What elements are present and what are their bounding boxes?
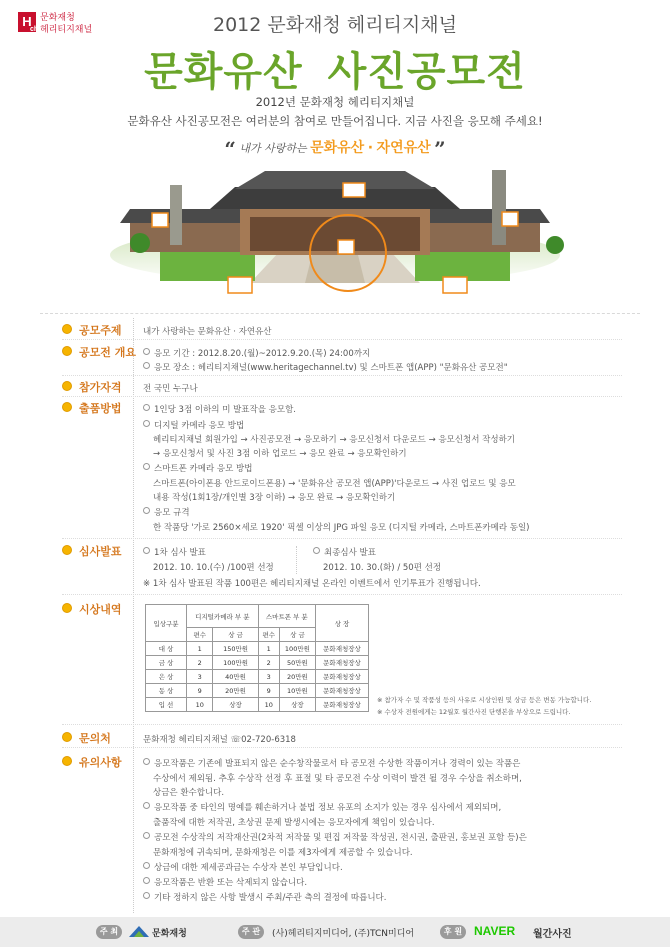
awards-note-1: ※ 참가자 수 및 작품성 등의 사유로 시상인원 및 상금 등은 변동 가능합니다.: [377, 696, 592, 704]
title-part-a: 문화유산: [144, 49, 303, 95]
overview-period: 응모 기간 : 2012.8.20.(월)~2012.9.20.(목) 24:00까지: [143, 347, 370, 359]
method-line: 헤리티지채널 회원가입 → 사진공모전 → 응모하기 → 응모신청서 다운로드 → 응모신청서 작성하기: [153, 435, 516, 445]
notes-line: 상금은 환수합니다.: [153, 788, 225, 798]
method-line: → 응모신청서 및 사진 3점 이하 업로드 → 응모 완료 → 응모확인하기: [153, 449, 407, 459]
logo-h-mark: H: [18, 12, 36, 32]
final-judging-detail: 2012. 10. 30.(화) / 50편 선정: [323, 563, 442, 573]
circle-bullet-icon: [143, 463, 150, 470]
bullet-icon: [62, 346, 72, 356]
notes-label: 유의사항: [62, 754, 122, 770]
table-row: 동 상 9 20만원 9 10만원 문화재청장상: [146, 684, 369, 698]
circle-bullet-icon: [143, 877, 150, 884]
row-separator: [62, 594, 622, 595]
notes-line: 기타 정하지 않은 사항 발생시 주최/주관 측의 결정에 따릅니다.: [143, 891, 386, 903]
row-separator: [62, 375, 622, 376]
method-line: 스마트폰(아이폰용 안드로이드폰용) → '문화유산 공모전 앱(APP)'다운로드 → 사진 업로드 및 응모: [153, 479, 516, 489]
row-separator: [62, 538, 622, 539]
sponsor-footer: [0, 917, 670, 947]
sponsor-tag: 후 원: [440, 925, 466, 939]
host-tag: 주 최: [96, 925, 122, 939]
notes-line: 수상에서 제외됨. 추후 수상작 선정 후 표절 및 타 공모전 수상 이력이 발견 될 경우 수상을 취소하며,: [153, 774, 522, 784]
slogan: [0, 137, 670, 161]
eligibility-text: 전 국민 누구나: [143, 384, 198, 394]
logo-line1: 문화재청: [40, 12, 75, 22]
palace-illustration: [100, 165, 570, 300]
organizer-tag: 주 관: [238, 925, 264, 939]
final-judging-title: 최종심사 발표: [313, 546, 376, 558]
row-separator: [62, 724, 622, 725]
row-separator: [62, 747, 622, 748]
notes-line: 응모작품은 반환 또는 삭제되지 않습니다.: [143, 876, 307, 888]
awards-label: 시상내역: [62, 601, 122, 617]
slogan-cultural: 문화유산: [310, 140, 365, 156]
method-line: 디지털 카메라 응모 방법: [143, 419, 244, 431]
theme-label: 공모주제: [62, 322, 122, 338]
head-count: 편수: [258, 628, 279, 642]
method-label: 출품방법: [62, 400, 122, 416]
circle-bullet-icon: [143, 348, 150, 355]
bullet-icon: [62, 545, 72, 555]
title-part-b: 사진공모전: [327, 49, 526, 95]
host-name: 문화재청: [152, 929, 187, 939]
intro-line-2: 문화유산 사진공모전은 여러분의 참여로 만들어집니다. 지금 사진을 응모해 주세요!: [127, 114, 543, 128]
notes-line: 공모전 수상작의 저작재산권(2차적 저작물 및 편집 저작물 작성권, 전시권, 출판권, 홍보권 포함 등)은: [143, 831, 527, 843]
monthly-photo-logo: 월간사진: [533, 929, 572, 940]
event-subtitle: 2012 문화재청 헤리티지채널: [213, 14, 457, 36]
cultural-heritage-admin-logo-icon: [128, 923, 150, 939]
label-column-line: [133, 318, 134, 913]
section-divider: [40, 313, 640, 314]
circle-bullet-icon: [143, 862, 150, 869]
logo-line2: 헤리티지채널: [40, 24, 93, 34]
judging-note: ※ 1차 심사 발표된 작품 100편은 헤리티지채널 온라인 이벤트에서 인기투표가 진행됩니다.: [143, 579, 481, 589]
circle-bullet-icon: [143, 758, 150, 765]
head-class: 입상구분: [146, 605, 187, 642]
head-smart: 스마트폰 부 분: [258, 605, 315, 628]
contact-label: 문의처: [62, 730, 111, 746]
judging-label: 심사발표: [62, 543, 122, 559]
bullet-icon: [62, 381, 72, 391]
circle-bullet-icon: [143, 362, 150, 369]
slogan-natural: 자연유산: [376, 140, 431, 156]
bullet-icon: [62, 756, 72, 766]
slogan-prefix: 내가 사랑하는: [239, 142, 307, 155]
row-separator: [62, 396, 622, 397]
notes-line: 응모작품 중 타인의 명예를 훼손하거나 불법 정보 유포의 소지가 있는 경우 심사에서 제외되며,: [143, 801, 501, 813]
head-award: 상 장: [316, 605, 369, 642]
awards-table: [145, 604, 369, 712]
notes-line: 문화재청에 귀속되며, 문화재청은 이를 제3자에게 제공할 수 있습니다.: [153, 848, 413, 858]
method-line: 한 작품당 '가로 2560×세로 1920' 픽셀 이상의 JPG 파일 응모 (디지털 카메라, 스마트폰카메라 동일): [153, 523, 530, 533]
method-line: 스마트폰 카메라 응모 방법: [143, 462, 252, 474]
table-header-row: [146, 605, 369, 628]
open-quote: “: [224, 137, 236, 161]
table-row: 대 상 1 150만원 1 100만원 문화재청장상: [146, 642, 369, 656]
notes-line: 상금에 대한 제세공과금는 수상자 본인 부담입니다.: [143, 861, 343, 873]
circle-bullet-icon: [143, 507, 150, 514]
method-line: 1인당 3점 이하의 미 발표작을 응모함.: [143, 403, 296, 415]
organizer-name: (사)헤리티지미디어, (주)TCN미디어: [272, 929, 415, 939]
circle-bullet-icon: [143, 892, 150, 899]
circle-bullet-icon: [143, 404, 150, 411]
close-quote: ”: [434, 137, 446, 161]
row-separator: [62, 339, 622, 340]
slogan-dot: ·: [367, 140, 374, 156]
method-line: 내용 작성(1회1장/개인별 3장 이하) → 응모 완료 → 응모확인하기: [153, 493, 396, 503]
circle-bullet-icon: [143, 547, 150, 554]
naver-logo: NAVER: [474, 924, 516, 938]
awards-note-2: ※ 수상자 전원에게는 12월호 월간사진 단행본을 부상으로 드립니다.: [377, 708, 571, 716]
circle-bullet-icon: [143, 802, 150, 809]
circle-bullet-icon: [143, 420, 150, 427]
notes-line: 응모작품은 기존에 발표되지 않은 순수창작물로서 타 공모전 수상한 작품이거나 경력이 있는 작품은: [143, 757, 520, 769]
head-digital: 디지털카메라 부 분: [187, 605, 259, 628]
bullet-icon: [62, 324, 72, 334]
first-judging-detail: 2012. 10. 10.(수) /100편 선정: [153, 563, 274, 573]
eligibility-label: 참가자격: [62, 379, 122, 395]
bullet-icon: [62, 402, 72, 412]
overview-place: 응모 장소 : 헤리티지채널(www.heritagechannel.tv) 및 스마트폰 앱(APP) "문화유산 공모전": [143, 361, 508, 373]
notes-line: 출품작에 대한 저작권, 초상권 문제 발생시에는 응모자에게 책임이 있습니다.: [153, 818, 435, 828]
table-row: 입 선 10 상장 10 상장 문화재청장상: [146, 698, 369, 712]
contact-text: 문화재청 헤리티지채널 ☏02-720-6318: [143, 735, 296, 745]
overview-label: 공모전 개요: [62, 344, 136, 360]
judging-divider: [296, 546, 297, 574]
table-row: 은 상 3 40만원 3 20만원 문화재청장상: [146, 670, 369, 684]
event-title: [0, 40, 670, 97]
logo-ch-text: ch: [30, 26, 39, 33]
table-row: 금 상 2 100만원 2 50만원 문화재청장상: [146, 656, 369, 670]
intro-line-1: 2012년 문화재청 헤리티지채널: [255, 95, 415, 109]
circle-bullet-icon: [143, 832, 150, 839]
head-prize: 상 금: [279, 628, 315, 642]
method-line: 응모 규격: [143, 506, 190, 518]
bullet-icon: [62, 603, 72, 613]
circle-bullet-icon: [313, 547, 320, 554]
head-prize: 상 금: [213, 628, 258, 642]
first-judging-title: 1차 심사 발표: [143, 546, 206, 558]
head-count: 편수: [187, 628, 213, 642]
theme-text: 내가 사랑하는 문화유산 · 자연유산: [143, 327, 272, 337]
bullet-icon: [62, 732, 72, 742]
